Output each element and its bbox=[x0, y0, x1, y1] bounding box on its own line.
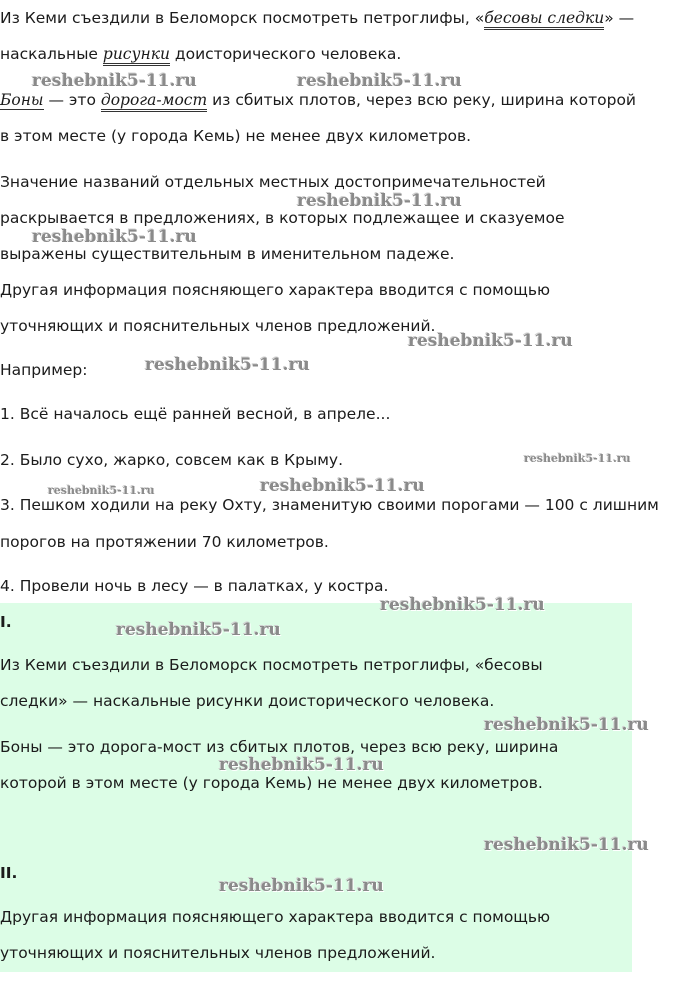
text-line: раскрывается в предложениях, в которых подлежащее и сказуемое bbox=[0, 209, 565, 227]
watermark: reshebnik5-11.ru bbox=[297, 191, 462, 211]
text-segment: — это bbox=[43, 91, 101, 109]
answer-line: следки» — наскальные рисунки доисторического человека. bbox=[0, 692, 495, 710]
example-item: 2. Было сухо, жарко, совсем как в Крыму. bbox=[0, 451, 344, 469]
answer-line: уточняющих и пояснительных членов предложений. bbox=[0, 944, 436, 962]
text-line: уточняющих и пояснительных членов предложений. bbox=[0, 317, 436, 335]
subject-word: Боны bbox=[0, 91, 44, 109]
text-line bbox=[0, 43, 401, 65]
watermark: reshebnik5-11.ru bbox=[116, 620, 281, 640]
text-line: Значение названий отдельных местных достопримечательностей bbox=[0, 173, 546, 191]
watermark: reshebnik5-11.ru bbox=[524, 452, 631, 465]
underlined-word: рисунки bbox=[103, 45, 170, 66]
watermark: reshebnik5-11.ru bbox=[48, 484, 155, 497]
watermark: reshebnik5-11.ru bbox=[408, 331, 573, 351]
answer-line: Другая информация поясняющего характера вводится с помощью bbox=[0, 908, 551, 926]
predicate-phrase: дорога-мост bbox=[101, 91, 207, 112]
text-line: выражены существительным в именительном падеже. bbox=[0, 245, 455, 263]
example-heading: Например: bbox=[0, 361, 88, 379]
watermark: reshebnik5-11.ru bbox=[219, 755, 384, 775]
text-segment: » — bbox=[604, 9, 635, 27]
watermark: reshebnik5-11.ru bbox=[297, 71, 462, 91]
text-line: Другая информация поясняющего характера вводится с помощью bbox=[0, 281, 551, 299]
text-segment: наскальные bbox=[0, 45, 103, 63]
watermark: reshebnik5-11.ru bbox=[260, 476, 425, 496]
example-item: 3. Пешком ходили на реку Охту, знаменитую своими порогами — 100 с лишним bbox=[0, 496, 659, 514]
example-item: 4. Провели ночь в лесу — в палатках, у костра. bbox=[0, 577, 389, 595]
watermark: reshebnik5-11.ru bbox=[484, 715, 649, 735]
underlined-phrase: бесовы следки bbox=[484, 9, 604, 30]
watermark: reshebnik5-11.ru bbox=[32, 227, 197, 247]
text-line: в этом месте (у города Кемь) не менее двух километров. bbox=[0, 127, 472, 145]
text-line bbox=[0, 7, 634, 29]
watermark: reshebnik5-11.ru bbox=[380, 595, 545, 615]
answer-line: которой в этом месте (у города Кемь) не менее двух километров. bbox=[0, 774, 543, 792]
answer-line: Из Кеми съездили в Беломорск посмотреть петроглифы, «бесовы bbox=[0, 656, 543, 674]
example-item: 1. Всё началось ещё ранней весной, в апреле... bbox=[0, 405, 391, 423]
text-segment: Из Кеми съездили в Беломорск посмотреть петроглифы, « bbox=[0, 9, 485, 27]
watermark: reshebnik5-11.ru bbox=[484, 835, 649, 855]
watermark: reshebnik5-11.ru bbox=[145, 355, 310, 375]
watermark: reshebnik5-11.ru bbox=[32, 71, 197, 91]
watermark: reshebnik5-11.ru bbox=[219, 876, 384, 896]
text-segment: из сбитых плотов, через всю реку, ширина которой bbox=[207, 91, 637, 109]
example-item-continuation: порогов на протяжении 70 километров. bbox=[0, 533, 329, 551]
text-line bbox=[0, 89, 636, 111]
text-segment: доисторического человека. bbox=[169, 45, 402, 63]
section-number: II. bbox=[0, 864, 18, 882]
section-number: I. bbox=[0, 613, 12, 631]
answer-line: Боны — это дорога-мост из сбитых плотов, через всю реку, ширина bbox=[0, 738, 559, 756]
